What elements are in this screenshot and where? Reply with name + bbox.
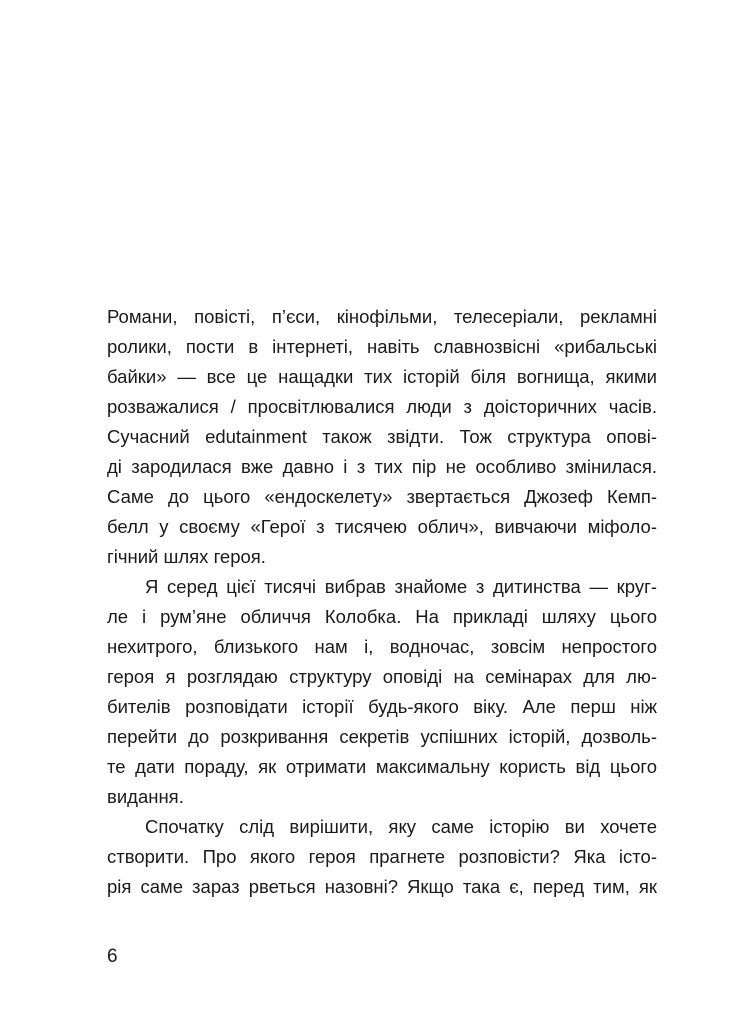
body-text (107, 302, 657, 902)
text-line: Спочатку слід вирішити, яку саме історію ви хочете (145, 816, 657, 837)
text-line: ролики, пости в інтернеті, навіть славнозвісні «рибальські (107, 336, 657, 357)
text-line: створити. Про якого героя прагнете розповісти? Яка істо- (107, 846, 657, 867)
text-line: те дати пораду, як отримати максимальну користь від цього (107, 756, 657, 777)
paragraph (107, 572, 657, 812)
text-line: Саме до цього «ендоскелету» звертається Джозеф Кемп- (107, 486, 657, 507)
text-line: ле і рум’яне обличчя Колобка. На прикладі шляху цього (107, 606, 657, 627)
text-line: Сучасний edutainment також звідти. Тож структура опові- (107, 426, 657, 447)
text-line: Я серед цієї тисячі вибрав знайоме з дитинства — круг- (145, 576, 657, 597)
text-line: героя я розглядаю структуру оповіді на семінарах для лю- (107, 666, 657, 687)
paragraph (107, 302, 657, 572)
text-line: розважалися / просвітлювалися люди з доісторичних часів. (107, 396, 657, 417)
text-line: видання. (107, 786, 184, 807)
text-line: нехитрого, близького нам і, водночас, зовсім непростого (107, 636, 657, 657)
text-line: байки» — все це нащадки тих історій біля вогнища, якими (107, 366, 657, 387)
page-number: 6 (107, 946, 118, 967)
text-line: бителів розповідати історії будь-якого віку. Але перш ніж (107, 696, 657, 717)
text-line: гічний шлях героя. (107, 546, 266, 567)
text-line: перейти до розкривання секретів успішних історій, дозволь- (107, 726, 657, 747)
text-line: ді зародилася вже давно і з тих пір не особливо змінилася. (107, 456, 657, 477)
paragraph (107, 812, 657, 902)
text-line: Романи, повісті, п’єси, кінофільми, телесеріали, рекламні (107, 306, 657, 327)
text-line: рія саме зараз рветься назовні? Якщо така є, перед тим, як (107, 876, 657, 897)
text-line: белл у своєму «Герої з тисячею облич», вивчаючи міфоло- (107, 516, 657, 537)
